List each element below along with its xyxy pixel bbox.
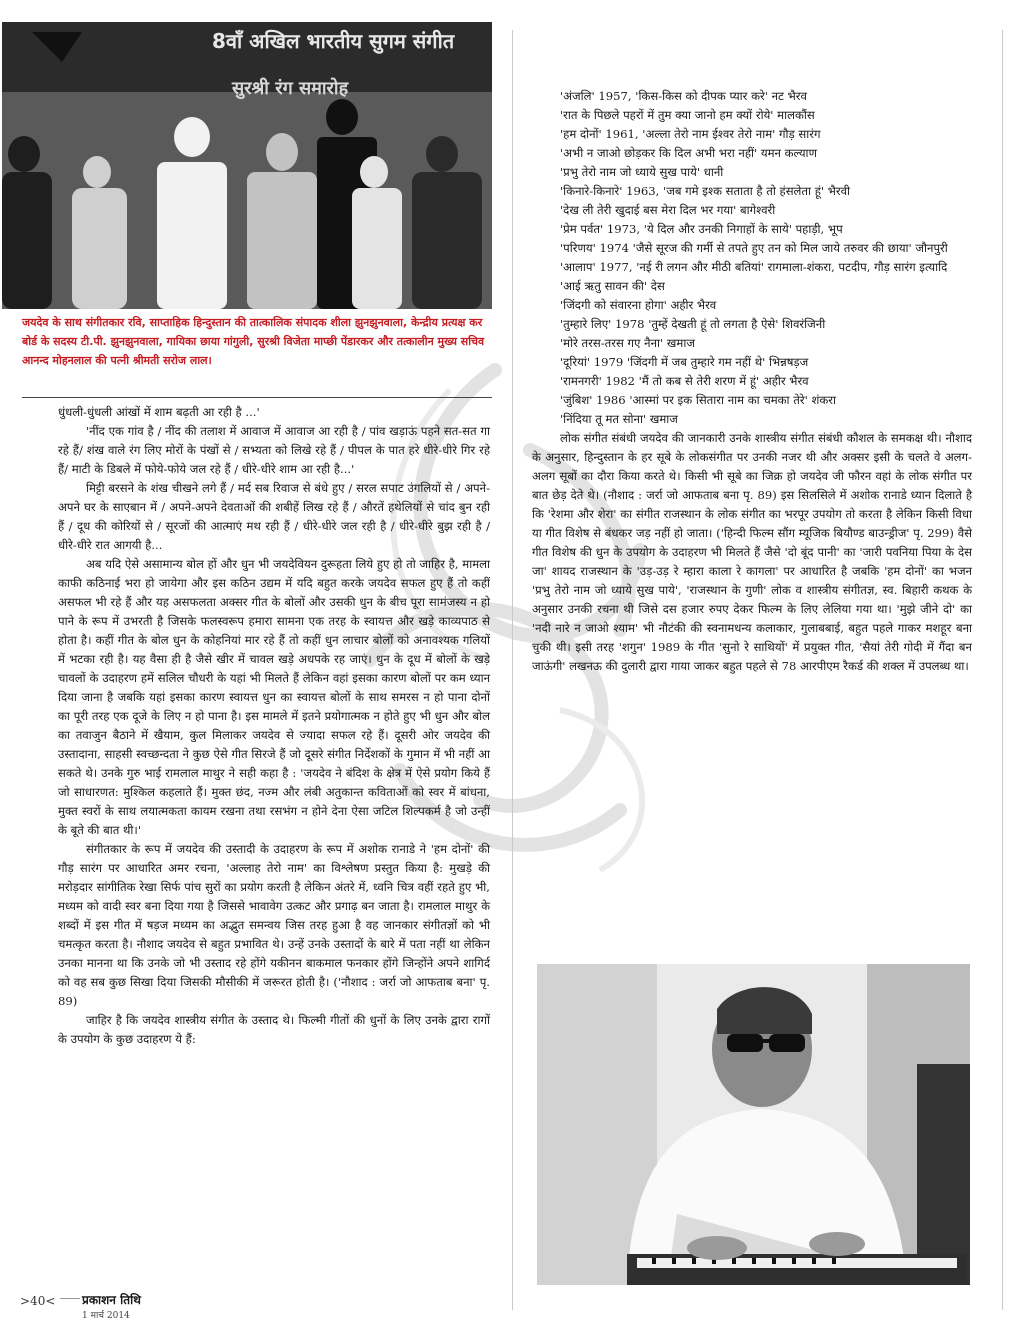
song-entry: 'जुंबिश' 1986 'आस्मां पर इक सितारा नाम का चमका तेरे' शंकरा (560, 393, 836, 407)
paragraph: जाहिर है कि जयदेव शास्त्रीय संगीत के उस्ताद थे। फिल्मी गीतों की धुनों के लिए उनके द्वारा रागों के उपयोग के कुछ उदाहरण ये हैं: (58, 1013, 490, 1046)
song-entry: 'रात के पिछले पहरों में तुम क्या जानो हम क्यों रोये' मालकौंस (560, 108, 815, 122)
portrait-illustration (537, 964, 970, 1285)
paragraph: 'नींद एक गांव है / नींद की तलाश में आवाज में आवाज आ रही है / पांव खड़ाऊं पहने सत-सत गा रहे हैं/ शंख वाले रंग लिए मोरों के पंखों से / सभ्यता को लिखे रहे हैं / पीपल के पात हरे धीरे-धीरे गिर रहे हैं/ माटी के डिबले में फोये-फोये जल रहे हैं / धीरे-धीरे शाम आ रही है...' (58, 424, 490, 476)
song-entry: 'रामनगरी' 1982 'मैं तो कब से तेरी शरण में हूं' अहीर भैरव (560, 374, 809, 388)
song-entry: 'जिंदगी को संवारना होगा' अहीर भैरव (560, 298, 717, 312)
publication-name: प्रकाशन तिथि (82, 1293, 141, 1307)
song-entry: 'दूरियां' 1979 'जिंदगी में जब तुम्हारे गम नहीं थे' भिन्नषड़ज (560, 355, 809, 369)
paragraph: अब यदि ऐसे असामान्य बोल हों और धुन भी जयदेवियन दुरूहता लिये हुए हो तो जाहिर है, मामला काफी कठिनाई भरा हो जायेगा और इस कठिन उद्यम में यदि बहुत करके जयदेव सफल हुए हैं तो कहीं असफल भी रहे हैं और यह असफलता अक्सर गीत के बोलों और उसकी धुन के बीच पूरा सामंजस्य न हो पाने के रूप में उभरती है जिसके फलस्वरूप हमारा सामना एक तरह के स्वायत्त और खड़े काव्यपाठ से होता है। कहीं गीत के बोल धुन के कोहनियां मार रहे हैं तो कहीं धुन लाचार बोलों को अनावश्यक गलियों में भटका रही है। यह वैसा ही है जैसे खीर में चावल खड़े अधपके रह जाएं। धुन के दूध में बोलों के खड़े चावलों के उदाहरण हमें सलिल चौधरी के यहां भी मिलते हैं लेकिन वहां इसका कारण बोलों पर कम ध्यान दिया जाना है जबकि यहां इसका कारण स्वायत्त धुन का स्वायत्त बोलों के साथ समरस न हो पाना दोनों का पूरी तरह एक दूजे के लिए न हो पाना है। इस मामले में इतने प्रयोगात्मक न होते हुए भी धुन और बोल का तवाजुन बैठाने में खैयाम, कुल मिलाकर जयदेव से ज्यादा सफल रहे हैं। दूसरी ओर जयदेव की उस्तादाना, साहसी स्वच्छन्दता ने कुछ ऐसे गीत सिरजे हैं जो दूसरे संगीत निर्देशकों के गुमान में भी नहीं आ सकते थे। उनके गुरु भाई रामलाल माथुर ने सही कहा है : 'जयदेव ने बंदिश के क्षेत्र में ऐसे प्रयोग किये हैं जो साधारणत: मुश्किल कहलाते हैं। मुक्त छंद, नज्म और लंबी अतुकान्त कविताओं को स्वर में बांधना, मुक्त स्वरों के साथ लयात्मकता कायम रखना तथा रसभंग न होने देना ऐसा जटिल शिल्पकर्म है जो उन्हीं के बूते की बात थी।' (58, 557, 491, 837)
song-entry: 'परिणय' 1974 'जैसे सूरज की गर्मी से तपते हुए तन को मिल जाये तरुवर की छाया' जौनपुरी (560, 241, 948, 255)
group-photo (2, 22, 492, 309)
song-entry: 'किनारे-किनारे' 1963, 'जब गमे इश्क सताता है तो हंसलेता हूं' भैरवी (560, 184, 851, 198)
song-entry: 'देख ली तेरी खुदाई बस मेरा दिल भर गया' बागेश्वरी (560, 203, 776, 217)
column-divider-2 (1002, 30, 1003, 1310)
paragraph: मिट्टी बरसने के शंख चीखने लगे हैं / मर्द सब रिवाज से बंधे हुए / सरल सपाट उंगलियों से / अपने-अपने घर के साएबान में / अपने-अपने देवताओं की शबीहें लिख रहे हैं / औरतें हथेलियों से चांद बुन रही हैं / दूध की कोरियों से / सूरजों की आत्माएं मथ रही हैं / धीरे-धीरे जल रही है / धीरे-धीरे बुझ रही है / धीरे-धीरे रात आगयी है... (58, 481, 490, 552)
banner-text-2: सुरश्री रंग समारोह (232, 78, 349, 99)
issue-date: 1 मार्च 2014 (82, 1311, 130, 1321)
photo-caption: जयदेव के साथ संगीतकार रवि, साप्ताहिक हिन्दुस्तान की तात्कालिक संपादक शीला झुनझुनवाला, केन्द्रीय प्रत्यक्ष कर बोर्ड के सदस्य टी.पी. झुनझुनवाला, गायिका छाया गांगुली, सुरश्री विजेता माप्छी पेंडारकर और तत्कालीन मुख्य सचिव आनन्द मोहनलाल की पत्नी श्रीमती सरोज लाल। (22, 316, 485, 367)
article-column-left (58, 403, 490, 1049)
song-entry: 'आलाप' 1977, 'नई री लगन और मीठी बतियां' रागमाला-शंकरा, पटदीप, गौड़ सारंग इत्यादि (560, 260, 948, 274)
portrait-photo (537, 964, 970, 1285)
song-entry: 'निंदिया तू मत सोना' खमाज (560, 412, 678, 426)
song-entry: 'आई ऋतु सावन की' देस (560, 279, 665, 293)
song-entry: 'प्रेम पर्वत' 1973, 'ये दिल और उनकी निगाहों के साये' पहाड़ी, भूप (560, 222, 843, 236)
paragraph: लोक संगीत संबंधी जयदेव की जानकारी उनके शास्त्रीय संगीत संबंधी कौशल के समकक्ष थी। नौशाद के अनुसार, हिन्दुस्तान के हर सूबे के लोकसंगीत पर उनकी नजर थी और अक्सर इसी के चलते वे अलग-अलग सूबों का दौरा किया करते थे। किसी भी सूबे का जिक्र हो जयदेव जी फौरन वहां के लोक संगीत पर बात छेड़ देते थे। (नौशाद : जर्रा जो आफताब बना पृ. 89) इस सिलसिले में अशोक रानाडे ध्यान दिलाते है कि 'रेशमा और शेरा' का संगीत राजस्थान के लोक संगीत का भरपूर उपयोग तो करता है लेकिन किसी विधा या गीत विशेष से बंधकर जड़ नहीं हो जाता। ('हिन्दी फिल्म सौंग म्यूजिक बियौण्ड बाउन्ड्रीज' पृ. 299) वैसे गीत विशेष की धुन के उपयोग के उदाहरण भी मिलते हैं जैसे 'दो बूंद पानी' का 'जारी पवनिया पिया के देस जा' शायद राजस्थान के 'उड़-उड़ रे म्हारा काला रे कागला' पर आधारित है जबकि 'हम दोनों' का भजन 'प्रभु तेरो नाम जो ध्याये सुख पाये', 'राजस्थान के गुणी' लोक व शास्त्रीय संगीतज्ञ, स्व. बिहारी कथक के अनुसार उनकी रचना थी जिसे दस हजार रुपए देकर फिल्म के लिए लेलिया गया था। 'मुझे जीने दो' का 'नदी नारे न जाओ श्याम' भी नौटंकी की स्वनामधन्य कलाकार, गुलाबबाई, बहुत पहले गाकर मशहूर बना चुकी थी। इसी तरह 'शगुन' 1989 के गीत 'सुनो रे साथियों' में प्रयुक्त गीत, 'सैयां तेरी गोदी में गैंदा बन जाऊंगी' लखनऊ की दुलारी द्वारा गाया जाकर बहुत पहले से 78 आरपीएम रैकर्ड की शक्ल में उपलब्ध था। (532, 431, 972, 673)
footer-divider (60, 1298, 80, 1299)
article-column-right (532, 87, 972, 676)
page-number: >40< (20, 1294, 56, 1308)
paragraph: संगीतकार के रूप में जयदेव की उस्तादी के उदाहरण के रूप में अशोक रानाडे ने 'हम दोनों' की गौड़ सारंग पर आधारित अमर रचना, 'अल्लाह तेरो नाम' का विश्लेषण प्रस्तुत किया है: मुखड़े की मरोड़दार सांगीतिक रेखा सिर्फ पांच सुरों का प्रयोग करती है लेकिन अंतरे में, ध्वनि चित्र वहीं रहते हुए भी, मध्यम को वादी स्वर बना दिया गया है जिससे भावावेग उत्कट और प्रगाढ़ बन जाता है। रामलाल माथुर के शब्दों में इस गीत में षड़ज मध्यम का अद्भुत समन्वय जिस तरह हुआ है वह जानकार संगीतज्ञों को भी चमत्कृत करता है। नौशाद जयदेव से बहुत प्रभावित थे। उन्हें उनके उस्तादों के बारे में पता नहीं था लेकिन उनका मानना था कि उनके जो भी उस्ताद रहे होंगे यकीनन बाकमाल फनकार होंगे जिन्होंने अपने शागिर्द को वह सब कुछ सिखा दिया जिसकी मौसीकी में जरूरत होती है। ('नौशाद : जर्रा जो आफताब बना' पृ. 89) (58, 842, 490, 1008)
caption-divider (22, 397, 492, 398)
song-entry: 'प्रभु तेरो नाम जो ध्याये सुख पाये' धानी (560, 165, 724, 179)
column-divider-1 (512, 30, 513, 1310)
song-entry: 'अंजलि' 1957, 'किस-किस को दीपक प्यार करे' नट भैरव (560, 89, 807, 103)
song-entry: 'अभी न जाओ छोड़कर कि दिल अभी भरा नहीं' यमन कल्याण (560, 146, 817, 160)
banner-text: 8वाँ अखिल भारतीय सुगम संगीत (212, 29, 455, 53)
song-entry: 'हम दोनों' 1961, 'अल्ला तेरो नाम ईश्वर तेरो नाम' गौड़ सारंग (560, 127, 821, 141)
song-entry: 'मोरे तरस-तरस गए नैना' खमाज (560, 336, 695, 350)
song-entry: 'तुम्हारे लिए' 1978 'तुम्हें देखती हूं तो लगता है ऐसे' शिवरंजिनी (560, 317, 826, 331)
paragraph: धुंधली-धुंधली आंखों में शाम बढ़ती आ रही है ...' (58, 405, 260, 419)
group-photo-illustration (2, 22, 492, 309)
